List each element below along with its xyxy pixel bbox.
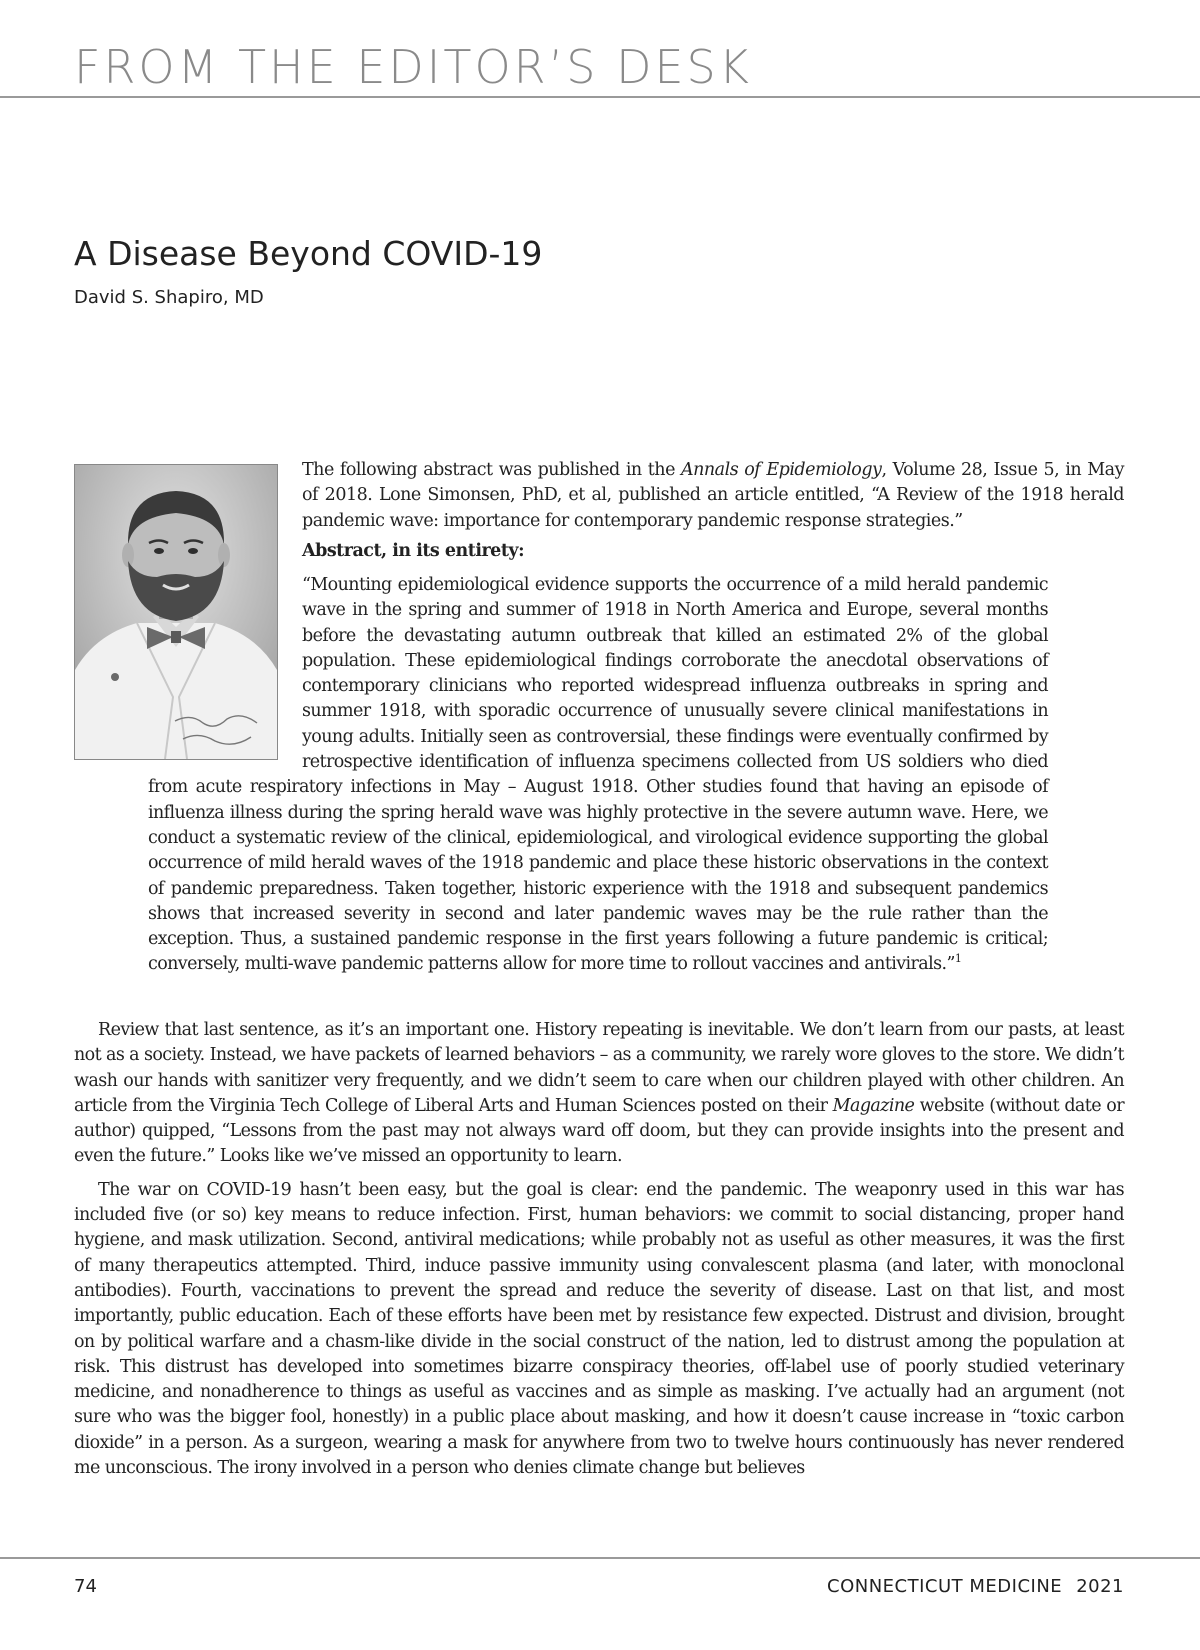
article-author: David S. Shapiro, MD — [74, 287, 264, 308]
section-header: FROM THE EDITOR’S DESK — [74, 40, 752, 94]
journal-name: CONNECTICUT MEDICINE — [827, 1576, 1063, 1597]
article-title: A Disease Beyond COVID-19 — [74, 234, 543, 273]
body-paragraph-2: The war on COVID-19 hasn’t been easy, but the goal is clear: end the pandemic. The weaponry used in this war has included five (or so) key means to reduce infection. First, human behaviors: we commit to social distancing, proper hand hygiene, and mask utilization. Second, antiviral medications; while probably not as useful as other measures, it was the first of many therapeutics attempted. Third, induce passive immunity using convalescent plasma (and later, with monoclonal antibodies). Fourth, vaccinations to prevent the spread and reduce the severity of disease. Last on that list, and most importantly, public education. Each of these efforts have been met by resistance few expected. Distrust and division, brought on by political warfare and a chasm-like divide in the social construct of the nation, led to distrust among the population at risk. This distrust has developed into sometimes bizarre conspiracy theories, off-label use of poorly studied veterinary medicine, and nonadherence to things as useful as vaccines and as simple as masking. I’ve actually had an argument (not sure who was the bigger fool, honestly) in a public place about masking, and how it doesn’t cause increase in “toxic carbon dioxide” in a person. As a surgeon, wearing a mask for anywhere from two to twelve hours continuously has never rendered me unconscious. The irony involved in a person who denies climate change but believes — [74, 1179, 1124, 1479]
body-paragraph-1 — [74, 1018, 1124, 1170]
article-body — [74, 1018, 1124, 1489]
abstract-quote — [148, 573, 1048, 978]
abstract-text: “Mounting epidemiological evidence supports the occurrence of a mild herald pandemic wave in the spring and summer of 1918 in North America and Europe, several months before the devastating autumn outbreak that killed an estimated 2% of the global population. These epidemiological findings corroborate the anecdotal observations of contemporary clinicians who reported widespread influenza outbreaks in spring and summer 1918, with sporadic occurrence of unusually severe clinical manifestations in young adults. Initially seen as controversial, these findings were eventually confirmed by retrospective identification of influenza specimens collected from US soldiers who died from acute respiratory infections in May – August 1918. Other studies found that having an episode of influenza illness during the spring herald wave was highly protective in the severe autumn wave. Here, we conduct a systematic review of the clinical, epidemiological, and virological evidence supporting the global occurrence of mild herald waves of the 1918 pandemic and place these historic observations in the context of pandemic preparedness. Taken together, historic experience with the 1918 and subsequent pandemics shows that increased severity in second and later pandemic waves may be the rule rather than the exception. Thus, a sustained pandemic response in the first years following a future pandemic is critical; conversely, multi-wave pandemic patterns allow for more time to rollout vaccines and antivirals.” — [148, 575, 1048, 975]
body-p1-pre: Review that last sentence, as it’s an important one. History repeating is inevitable. We don’t learn from our pasts, at least not as a society. Instead, we have packets of learned behaviors – as a community, we rarely wore gloves to the store. We didn’t wash our hands with sanitizer very frequently, and we didn’t seem to care when our children played with other children. An article from the Virginia Tech College of Liberal Arts and Human Sciences posted on their — [74, 1020, 1124, 1116]
header-divider — [0, 96, 1200, 98]
intro-text-pre: The following abstract was published in the — [302, 460, 681, 480]
footnote-marker: 1 — [954, 952, 962, 966]
magazine-title: Magazine — [832, 1095, 915, 1116]
journal-year: 2021 — [1076, 1576, 1124, 1597]
journal-citation: Annals of Epidemiology — [681, 460, 882, 480]
page-number: 74 — [74, 1576, 97, 1597]
intro-paragraph — [302, 458, 1124, 534]
photo-wrap-spacer — [148, 573, 302, 775]
running-footer — [827, 1576, 1124, 1597]
body-p1-post: website (without date or author) quipped, “Lessons from the past may not always ward off doom, but they can provide insights into the present and even the future.” Looks like we’ve missed an opportunity to learn. — [74, 1095, 1124, 1167]
abstract-label: Abstract, in its entirety: — [302, 541, 525, 561]
intro-text-post: , Volume 28, Issue 5, in May of 2018. Lone Simonsen, PhD, et al, published an article entitled, “A Review of the 1918 herald pandemic wave: importance for contemporary pandemic response strategies.” — [302, 460, 1124, 531]
footer-divider — [0, 1557, 1200, 1559]
